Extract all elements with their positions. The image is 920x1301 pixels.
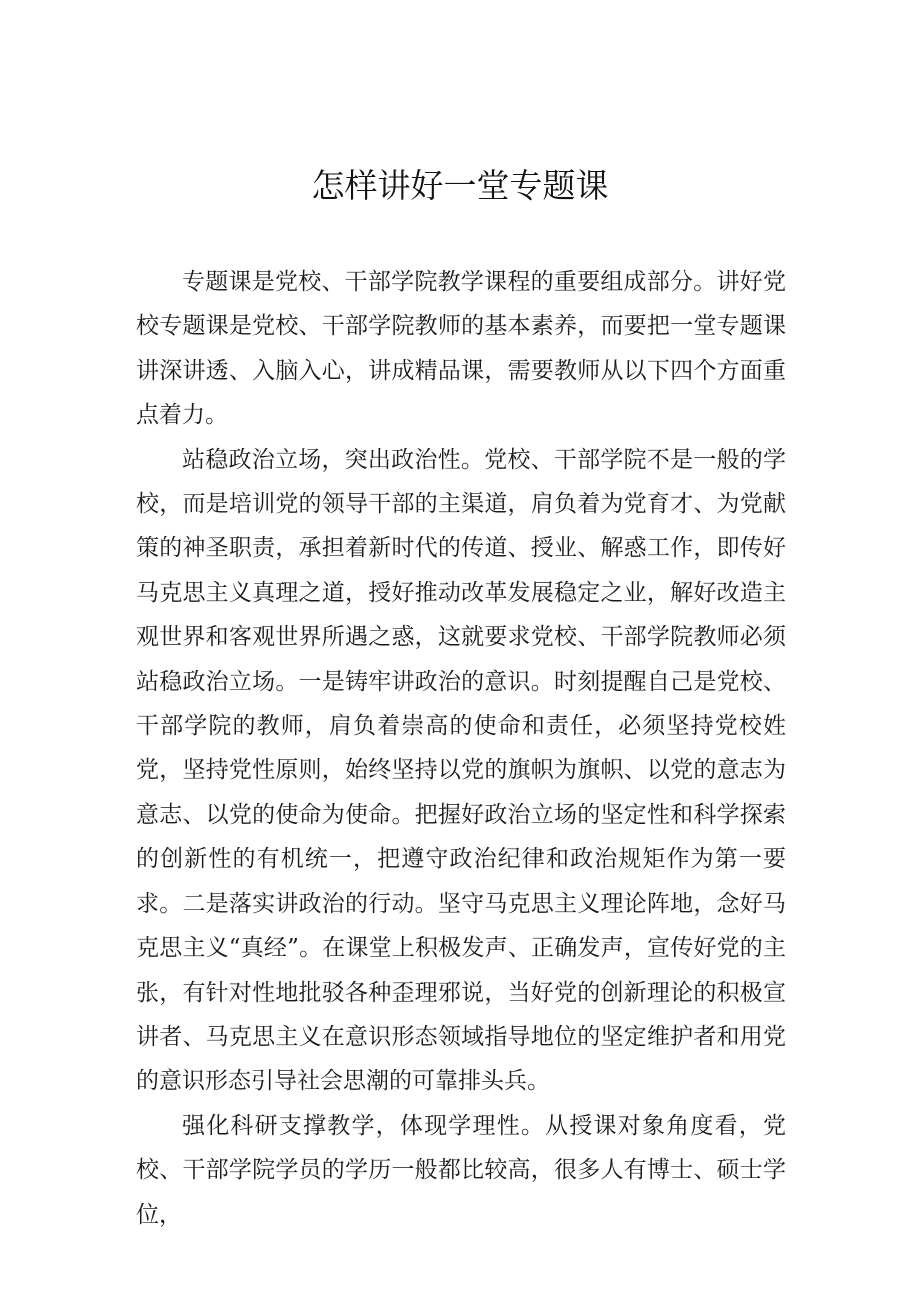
document-title: 怎样讲好一堂专题课	[311, 166, 609, 205]
paragraph-political-stance: 站稳政治立场，突出政治性。党校、干部学院不是一般的学校，而是培训党的领导干部的主渠道，肩负着为党育才、为党献策的神圣职责，承担着新时代的传道、授业、解惑工作，即传好马克思主义真理之道，授好推动改革发展稳定之业，解好改造主观世界和客观世界所遇之惑，这就要求党校、干部学院教师必须站稳政治立场。一是铸牢讲政治的意识。时刻提醒自己是党校、干部学院的教师，肩负着崇高的使命和责任，必须坚持党校姓党，坚持党性原则，始终坚持以党的旗帜为旗帜、以党的意志为意志、以党的使命为使命。把握好政治立场的坚定性和科学探索的创新性的有机统一，把遵守政治纪律和政治规矩作为第一要求。二是落实讲政治的行动。坚守马克思主义理论阵地，念好马克思主义“真经”。在课堂上积极发声、正确发声，宣传好党的主张，有针对性地批驳各种歪理邪说，当好党的创新理论的积极宣讲者、马克思主义在意识形态领域指导地位的坚定维护者和用党的意识形态引导社会思潮的可靠排头兵。	[136, 446, 786, 1095]
document-body	[136, 260, 786, 1237]
paragraph-intro: 专题课是党校、干部学院教学课程的重要组成部分。讲好党校专题课是党校、干部学院教师的基本素养，而要把一堂专题课讲深讲透、入脑入心，讲成精品课，需要教师从以下四个方面重点着力。	[136, 269, 786, 429]
paragraph-research-support: 强化科研支撑教学，体现学理性。从授课对象角度看，党校、干部学院学员的学历一般都比较高，很多人有博士、硕士学位，	[136, 1112, 786, 1228]
